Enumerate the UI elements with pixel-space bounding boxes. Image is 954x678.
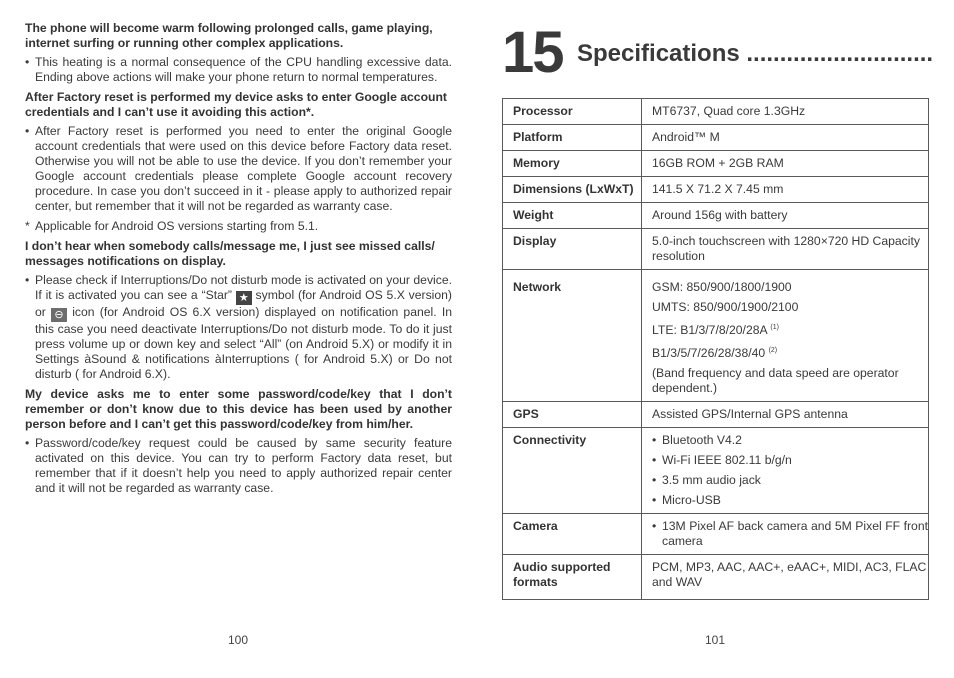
- spec-value-camera: [642, 514, 929, 555]
- spec-label: Weight: [503, 203, 642, 229]
- bullet-mark: •: [652, 433, 657, 448]
- network-note: (Band frequency and data speed are operator dependent.): [652, 366, 899, 396]
- table-row: [503, 177, 929, 203]
- faq-answer-text-3: icon (for Android OS 6.X version) displayed on notification panel. In this case you need deactivate Interruptions/Do not disturb mode. To do it just press volume up or down key and select “All” (on Android 5.X) or modify it in Settings àSound & notifications àInterruptions ( for Android 5.X) or Do not disturb ( for Android 6.X).: [35, 305, 452, 381]
- spec-value: Around 156g with battery: [642, 203, 929, 229]
- spec-label: Network: [503, 270, 642, 402]
- spec-label: Dimensions (LxWxT): [503, 177, 642, 203]
- list-item: [652, 473, 928, 488]
- faq-answer-text-1: Please check if Interruptions/Do not disturb mode is activated on your device. If it is activated you can see a “Star”: [35, 273, 452, 302]
- footnote-ref: (2): [768, 347, 778, 355]
- star-icon: ★: [236, 291, 252, 305]
- table-row: [503, 203, 929, 229]
- list-item: [652, 519, 928, 549]
- spec-label: Processor: [503, 99, 642, 125]
- footnote: [25, 219, 452, 234]
- spec-label: Connectivity: [503, 428, 642, 514]
- specifications-table: [502, 98, 929, 600]
- bullet-mark: •: [25, 273, 30, 287]
- faq-question: My device asks me to enter some password/code/key that I don’t remember or don’t know due to this device has been used by another person before and I can’t get this password/code/key from him/her.: [25, 387, 452, 431]
- do-not-disturb-icon: ⊖: [51, 308, 67, 322]
- bullet-mark: •: [652, 519, 657, 534]
- spec-label: Display: [503, 229, 642, 270]
- faq-answer: [25, 55, 452, 85]
- page-number: 101: [704, 633, 726, 647]
- faq-answer-text: This heating is a normal consequence of the CPU handling excessive data. Ending above actions will make your phone return to normal temperatures.: [35, 55, 452, 84]
- network-lte: [652, 320, 928, 338]
- faq-question: The phone will become warm following prolonged calls, game playing, internet surfing or running other complex applications.: [25, 21, 433, 50]
- faq-answer: [25, 273, 452, 382]
- bullet-mark: •: [652, 453, 657, 468]
- footnote-text: Applicable for Android OS versions starting from 5.1.: [35, 219, 319, 233]
- table-row: [503, 229, 929, 270]
- spec-value-network: [642, 270, 929, 402]
- bullet-mark: •: [25, 124, 30, 138]
- network-gsm: GSM: 850/900/1800/1900: [652, 280, 792, 294]
- spec-value: 5.0-inch touchscreen with 1280×720 HD Capacity resolution: [642, 229, 929, 270]
- footnote-mark: *: [25, 219, 30, 233]
- table-row: [503, 99, 929, 125]
- chapter-title: Specifications ............................: [577, 40, 934, 67]
- spec-value: 141.5 X 71.2 X 7.45 mm: [642, 177, 929, 203]
- faq-question: After Factory reset is performed my device asks to enter Google account credentials and I can’t use it avoiding this action*.: [25, 90, 447, 119]
- bullet-mark: •: [25, 436, 30, 450]
- spec-label: Audio supported formats: [503, 555, 642, 600]
- table-row: [503, 555, 929, 600]
- faq-answer: [25, 124, 452, 214]
- list-item-text: 13M Pixel AF back camera and 5M Pixel FF front camera: [662, 519, 928, 549]
- list-item: [652, 493, 928, 508]
- table-row: [503, 514, 929, 555]
- list-item-text: Micro-USB: [662, 493, 721, 508]
- spec-label: Camera: [503, 514, 642, 555]
- spec-value: MT6737, Quad core 1.3GHz: [642, 99, 929, 125]
- table-row: [503, 402, 929, 428]
- right-page: [477, 0, 954, 678]
- faq-answer: [25, 436, 452, 496]
- list-item-text: 3.5 mm audio jack: [662, 473, 761, 488]
- table-row: [503, 270, 929, 402]
- footnote-ref: (1): [770, 324, 779, 331]
- faq-question: I don’t hear when somebody calls/message me, I just see missed calls/ messages notifications on display.: [25, 239, 435, 268]
- spec-value: 16GB ROM + 2GB RAM: [642, 151, 929, 177]
- chapter-number: 15: [502, 20, 563, 85]
- network-lte-2: [652, 343, 928, 361]
- table-row: [503, 428, 929, 514]
- network-lte-2-text: B1/3/5/7/26/28/38/40: [652, 346, 766, 361]
- network-umts: UMTS: 850/900/1900/2100: [652, 300, 799, 314]
- list-item: [652, 453, 928, 468]
- spec-label: Memory: [503, 151, 642, 177]
- spec-value: Assisted GPS/Internal GPS antenna: [642, 402, 929, 428]
- faq-column: [25, 21, 452, 501]
- spec-label: Platform: [503, 125, 642, 151]
- bullet-mark: •: [652, 473, 657, 488]
- spec-value-connectivity: [642, 428, 929, 514]
- faq-answer-text: After Factory reset is performed you need to enter the original Google account credentials that were used on this device before Factory data reset. Otherwise you will not be able to use the device. If you don’t remember your Google account credentials please complete Google account recovery procedure. In case you don’t succeed in it - please apply to authorized repair center, but remember that it will not be regarded as warranty case.: [35, 124, 452, 213]
- list-item-text: Bluetooth V4.2: [662, 433, 742, 448]
- faq-answer-text-2: symbol (for Android OS 5.X version) or: [35, 288, 452, 319]
- bullet-mark: •: [25, 55, 30, 69]
- list-item: [652, 433, 928, 448]
- table-row: [503, 151, 929, 177]
- spec-label: GPS: [503, 402, 642, 428]
- table-row: [503, 125, 929, 151]
- spec-value: Android™ M: [642, 125, 929, 151]
- page-number: 100: [227, 633, 249, 647]
- spec-value: PCM, MP3, AAC, AAC+, eAAC+, MIDI, AC3, FLAC and WAV: [642, 555, 929, 600]
- bullet-mark: •: [652, 493, 657, 508]
- list-item-text: Wi-Fi IEEE 802.11 b/g/n: [662, 453, 792, 468]
- network-lte-text: LTE: B1/3/7/8/20/28A: [652, 323, 767, 338]
- faq-answer-text: Password/code/key request could be caused by same security feature activated on this device. You can try to perform Factory data reset, but remember that if it doesn’t help you need to apply authorized repair center and it will not be regarded as warranty case.: [35, 436, 452, 495]
